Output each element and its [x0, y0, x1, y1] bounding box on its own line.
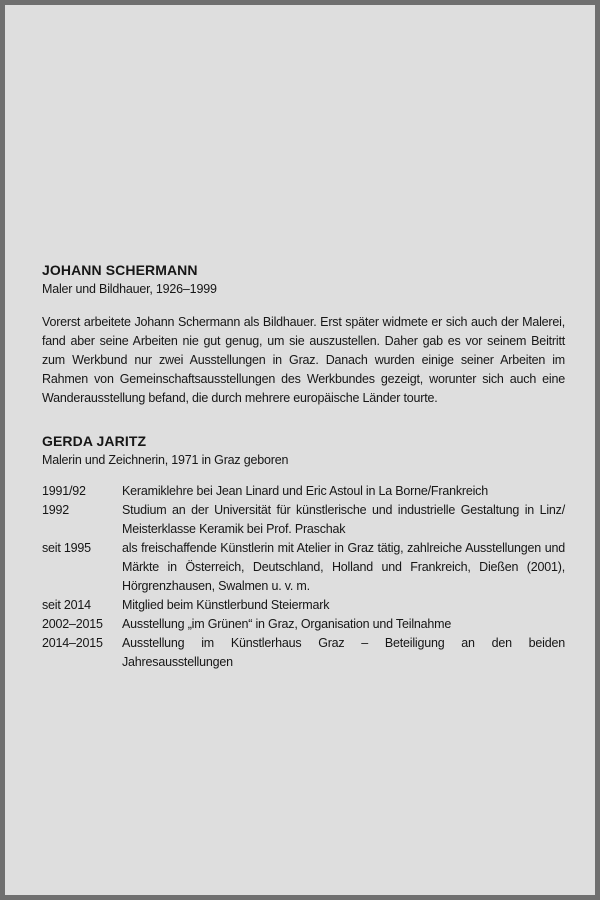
timeline-period: seit 2014 — [42, 598, 91, 612]
timeline-period: 2002–2015 — [42, 617, 103, 631]
timeline-period: 1991/92 — [42, 484, 86, 498]
timeline-row — [42, 501, 565, 539]
timeline-row — [42, 539, 565, 596]
artist-section-johann-schermann — [42, 261, 565, 408]
timeline — [42, 482, 565, 672]
artist-bio: Vorerst arbeitete Johann Schermann als Bildhauer. Erst später widmete er sich auch der Malerei, fand aber seine Arbeiten nie gut genug, um sie auszustellen. Daher gab es vor seinem Beitritt zum Werkbund nur zwei Ausstellungen in Graz. Danach wurden einige seiner Arbeiten im Rahmen von Gemeinschaftsausstellungen des Werkbundes gezeigt, worunter sich auch eine Wanderausstellung befand, die durch mehrere europäische Länder tourte. — [42, 315, 565, 405]
timeline-description: Mitglied beim Künstlerbund Steiermark — [122, 598, 330, 612]
timeline-row — [42, 634, 565, 672]
artist-subtitle: Malerin und Zeichnerin, 1971 in Graz geboren — [42, 453, 289, 467]
artist-section-gerda-jaritz — [42, 432, 565, 672]
artist-subtitle: Maler und Bildhauer, 1926–1999 — [42, 282, 217, 296]
timeline-period: 2014–2015 — [42, 636, 103, 650]
timeline-description: Ausstellung „im Grünen“ in Graz, Organisation und Teilnahme — [122, 617, 452, 631]
timeline-description: als freischaffende Künstlerin mit Atelier in Graz tätig, zahlreiche Ausstellungen und Märkte in Österreich, Deutschland, Holland und Frankreich, Dießen (2001), Hörgrenzhausen, Swalmen u. v. m. — [122, 541, 565, 593]
timeline-description: Keramiklehre bei Jean Linard und Eric Astoul in La Borne/Frankreich — [122, 484, 488, 498]
artist-name: JOHANN SCHERMANN — [42, 262, 198, 278]
timeline-row — [42, 615, 565, 634]
timeline-description: Studium an der Universität für künstlerische und industrielle Gestaltung in Linz/ Meisterklasse Keramik bei Prof. Praschak — [122, 503, 565, 536]
timeline-period: 1992 — [42, 503, 70, 517]
timeline-description: Ausstellung im Künstlerhaus Graz – Beteiligung an den beiden Jahresausstellungen — [122, 636, 565, 669]
timeline-period: seit 1995 — [42, 541, 91, 555]
timeline-row — [42, 482, 565, 501]
page-content — [5, 5, 595, 672]
artist-name: GERDA JARITZ — [42, 433, 147, 449]
timeline-row — [42, 596, 565, 615]
